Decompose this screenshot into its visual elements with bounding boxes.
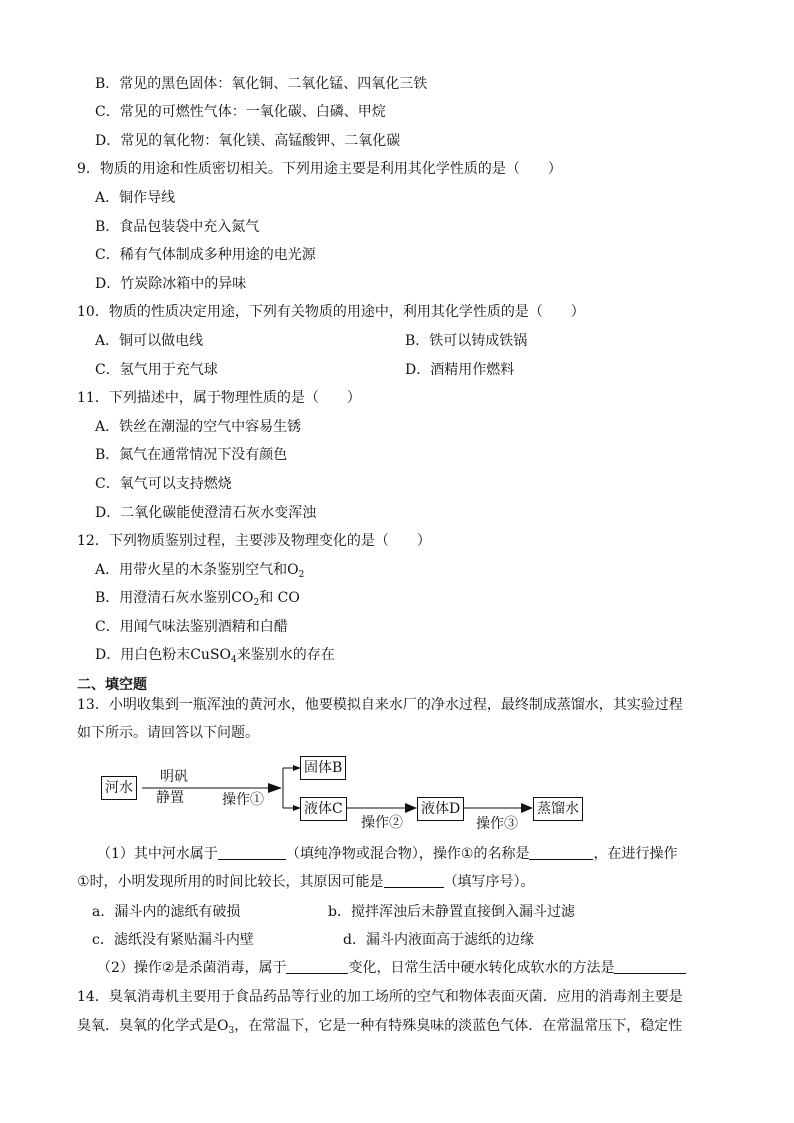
box-distilled-water: 蒸馏水	[533, 797, 583, 821]
q8-option-d: D．常见的氧化物：氧化镁、高锰酸钾、二氧化碳	[95, 133, 401, 149]
q9-option-a: A．铜作导线	[95, 190, 176, 206]
q10-option-d: D．酒精用作燃料	[405, 362, 515, 378]
q9-option-d: D．竹炭除冰箱中的异味	[95, 276, 247, 292]
blank-change-type[interactable]	[286, 959, 348, 974]
label-op1: 操作①	[222, 792, 264, 808]
q10-option-b: B．铁可以铸成铁锅	[405, 333, 528, 349]
q11-stem: 11．下列描述中，属于物理性质的是（ ）	[77, 390, 361, 406]
q14-line2: 臭氧．臭氧的化学式是$O_3$，在常温下，它是一种有特殊臭味的淡蓝色气体．在常温常压下，稳定性	[77, 1018, 683, 1036]
q13-stem-line2: 如下所示。请回答以下问题。	[77, 725, 259, 741]
q9-option-c: C．稀有气体制成多种用途的电光源	[95, 247, 316, 263]
q8-option-c: C．常见的可燃性气体：一氧化碳、白磷、甲烷	[95, 104, 386, 120]
q9-stem: 9．物质的用途和性质密切相关。下列用途主要是利用其化学性质的是（ ）	[77, 161, 562, 177]
q13-option-a: a．漏斗内的滤纸有破损	[92, 904, 241, 920]
q13-part1-line2: ①时，小明发现所用的时间比较长，其原因可能是 （填写序号）。	[77, 874, 535, 890]
box-river-water: 河水	[101, 776, 137, 800]
q12-option-d: D．用白色粉末CuSO$_4$来鉴别水的存在	[95, 647, 335, 665]
q10-option-c: C．氢气用于充气球	[95, 362, 218, 378]
q12-stem: 12．下列物质鉴别过程，主要涉及物理变化的是（ ）	[77, 533, 431, 549]
q13-part1-line1: （1）其中河水属于 （填纯净物或混合物），操作①的名称是 ，在进行操作	[97, 846, 678, 862]
q13-option-b: b．搅拌浑浊后未静置直接倒入漏斗过滤	[328, 904, 575, 920]
q10-option-a: A．铜可以做电线	[95, 333, 204, 349]
arrowhead-3	[521, 803, 533, 813]
label-op2: 操作②	[361, 815, 403, 831]
label-op3: 操作③	[476, 816, 518, 832]
q13-stem-line1: 13．小明收集到一瓶浑浊的黄河水，他要模拟自来水厂的净水过程，最终制成蒸馏水，其实验过程	[77, 697, 683, 713]
q12-option-b: B．用澄清石灰水鉴别$CO_2$和 CO	[95, 590, 300, 608]
q10-stem: 10．物质的性质决定用途，下列有关物质的用途中，利用其化学性质的是（ ）	[77, 304, 585, 320]
q8-option-b: B．常见的黑色固体：氧化铜、二氧化锰、四氧化三铁	[95, 76, 428, 92]
q13-option-c: c．滤纸没有紧贴漏斗内壁	[92, 932, 254, 948]
q14-line1: 14．臭氧消毒机主要用于食品药品等行业的加工场所的空气和物体表面灭菌．应用的消毒剂主要是	[77, 989, 683, 1005]
q12-option-c: C．用闻气味法鉴别酒精和白醋	[95, 619, 288, 635]
blank-river-type[interactable]	[218, 845, 286, 860]
label-settle: 静置	[156, 790, 184, 806]
label-alum: 明矾	[160, 769, 188, 785]
blank-reason[interactable]	[384, 873, 444, 888]
arrowhead-1	[268, 783, 282, 793]
q13-part2: （2）操作②是杀菌消毒，属于 变化，日常生活中硬水转化成软水的方法是	[97, 958, 686, 978]
q12-option-a: A．用带火星的木条鉴别空气和$O_2$	[95, 562, 305, 580]
section-heading: 二、填空题	[77, 677, 147, 693]
q11-option-c: C．氧气可以支持燃烧	[95, 476, 232, 492]
box-solid-b: 固体B	[300, 756, 346, 780]
arrowhead-2	[405, 803, 417, 813]
q11-option-d: D．二氧化碳能使澄清石灰水变浑浊	[95, 505, 317, 521]
box-liquid-c: 液体C	[300, 797, 347, 821]
q11-option-a: A．铁丝在潮湿的空气中容易生锈	[95, 419, 302, 435]
blank-softening-method[interactable]	[614, 959, 686, 974]
q13-option-d: d．漏斗内液面高于滤纸的边缘	[343, 932, 534, 948]
q9-option-b: B．食品包装袋中充入氮气	[95, 219, 260, 235]
box-liquid-d: 液体D	[417, 797, 464, 821]
q11-option-b: B．氮气在通常情况下没有颜色	[95, 447, 288, 463]
blank-op1-name[interactable]	[529, 845, 593, 860]
